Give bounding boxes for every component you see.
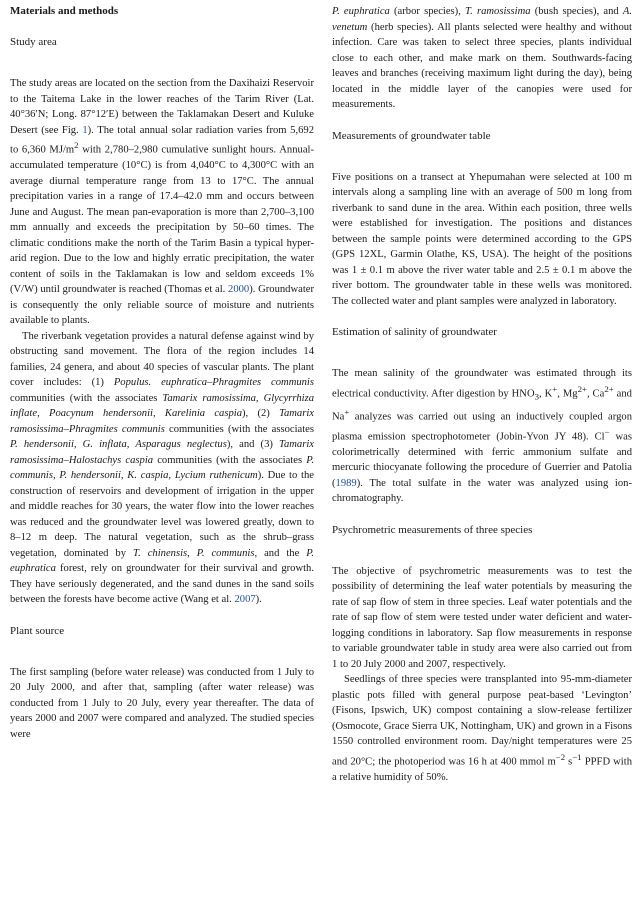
left-column: [10, 4, 314, 785]
salinity-paragraph: The mean salinity of the groundwater was estimated through its electrical conductivity. After digestion by $HNO_3$, K+, $Mg^{2+}$, $Ca^{2+}$ and Na+ analyzes was carried out using an inductively coupled argon plasma emission spectrophotometer (Jobin-Yvon JY 48). Cl− was colorimetrically determined with ferric ammonium sulfate and mercuric thiocyanate following the procedure of Guerrier and Patolia (1989). The total sulfate in the water was analyzed using ion-chromatography.: [332, 368, 632, 505]
psychrometric-paragraph-1: The objective of psychrometric measurements was to test the possibility of determining the leaf water potentials by measuring the rate of sap flow of stem in three species. Leaf water potentials and the rate of sap flow of stem were tested under water deficient and water-logging conditions in laboratory. Sap flow measurements in response to variable groundwater table in study area were also carried out from 1 to 20 July 2000 and 2007, respectively.: [332, 565, 632, 670]
subsection-heading-plant-source: Plant source: [10, 624, 65, 637]
citation-link[interactable]: 2000: [228, 284, 250, 296]
subsection-heading-salinity: Estimation of salinity of groundwater: [332, 326, 497, 338]
species-paragraph: P. euphratica (arbor species), T. ramosissima (bush species), and A. venetum (herb species). All plants selected were healthy and without infection. Care was taken to select three species, plants individual close to each other, and make mark on them. Southwards-facing leaves and branches (receiving maximum light during the day), being located in the middle layer of the canopies were used for measurements.: [332, 6, 632, 110]
plant-source-paragraph: The first sampling (before water release) was conducted from 1 July to 20 July 2000, and after that, sampling (after water release) was conducted from 1 July to 20 July, every year thereafter. The data of years 2000 and 2007 were compared and analyzed. The studied species were: [10, 666, 314, 740]
spacer: [10, 652, 314, 665]
spacer: [332, 551, 632, 564]
figure-link[interactable]: 1: [82, 124, 88, 136]
right-column: [332, 4, 632, 785]
study-area-paragraph-2: The riverbank vegetation provides a natural defense against wind by obstructing sand movement. The flora of the region includes 14 families, 24 genera, and about 40 species of vascular plants. The plant cover includes: (1) Populus. euphratica–Phragmites communis communities (with the associates Tamarix ramosissima, Glycyrrhiza inflate, Poacynum hendersonii, Karelinia caspia), (2) Tamarix ramosissima–Phragmites communis communities (with the associates P. hendersonii, G. inflata, Asparagus neglectus), and (3) Tamarix ramosissima–Halostachys caspia communities (with the associates P. communis, P. hendersonii, K. caspia, Lycium ruthenicum). Due to the construction of reservoirs and development of irrigation in the upper and middle reaches for 30 years, the water flow into the lower reaches was reduced and the groundwater level was lowered greatly, down to 8–12 m deep. The natural vegetation, such as the shrub–grass vegetation, dominated by T. chinensis, P. communis, and the P. euphratica forest, rely on groundwater for their survival and growth. They have seriously degenerated, and the sand dunes in the sand soils between the forests have become active (Wang et al. 2007).: [10, 330, 315, 606]
spacer: [332, 157, 632, 170]
section-title: Materials and methods: [10, 5, 119, 17]
citation-link[interactable]: 2007: [234, 594, 256, 606]
spacer: [332, 309, 632, 325]
groundwater-paragraph: Five positions on a transect at Yhepumahan were selected at 100 m intervals along a sampling line with an average of 500 m long from riverbank to sand dune in the area. Within each position, three wells were established for investigation. The positions and distances between the sample points were determined according to the GPS (GPS 12XL, Garmin Olathe, KS, USA). The height of the positions was 1 ± 0.1 m above the river water table and 2.5 ± 0.1 m above the river bottom. The groundwater table in these wells was monitored. The collected water and plant samples were analyzed in laboratory.: [332, 171, 632, 307]
spacer: [332, 113, 632, 129]
subsection-heading-groundwater: Measurements of groundwater table: [332, 129, 491, 142]
spacer: [10, 63, 314, 76]
spacer: [332, 507, 632, 523]
study-area-paragraph-1: The study areas are located on the section from the Daxihaizi Reservoir to the Taitema Lake in the lower reaches of the Tarim River (Lat. 40°36′N; Long. 87°12′E) between the Taklamakan Desert and Kuluke Desert (see Fig. 1). The total annual solar radiation varies from 5,692 to 6,360 $MJ/m^2$ with 2,780–2,980 cumulative sunlight hours. Annual-accumulated temperature (10°C) is from 4,040°C to 4,300°C with an average diurnal temperature range from 13 to 17°C. The annual precipitation varies in a range of 17.4–42.0 mm and occurs between June and August. The mean pan-evaporation is more than 2,700–3,100 mm annually and exceeds the precipitation by 50–60 times. The climatic conditions make the north of the Tarim Basin a typical hyper-arid region. Due to the low and highly erratic precipitation, the water content of soils in the Taklamakan is low and seldom exceeds 1% (V/W) until groundwater is reached (Thomas et al. 2000). Groundwater is consequently the only reliable source of moisture and nutrients available to plants.: [10, 78, 314, 327]
subsection-heading-study-area: Study area: [10, 36, 57, 48]
two-column-layout: [10, 4, 632, 785]
subsection-heading-psychrometric: Psychrometric measurements of three species: [332, 523, 533, 536]
spacer: [332, 353, 632, 366]
spacer: [10, 608, 314, 624]
citation-link[interactable]: 1989: [335, 477, 357, 489]
psychrometric-paragraph-2: Seedlings of three species were transplanted into 95-mm-diameter plastic pots filled with general purpose peat-based ‘Levington’ (Fisons, Ipswich, UK) compost containing a slow-release fertilizer (Osmocote, Grace Sierra UK, Nottingham, UK) and grown in a Fisons 1550 controlled environment room. Day/night temperatures were 25 and 20°C; the photoperiod was 16 h at 400 mmol $m^{-2}$ $s^{-1}$ PPFD with a relative humidity of 50%.: [332, 674, 632, 783]
